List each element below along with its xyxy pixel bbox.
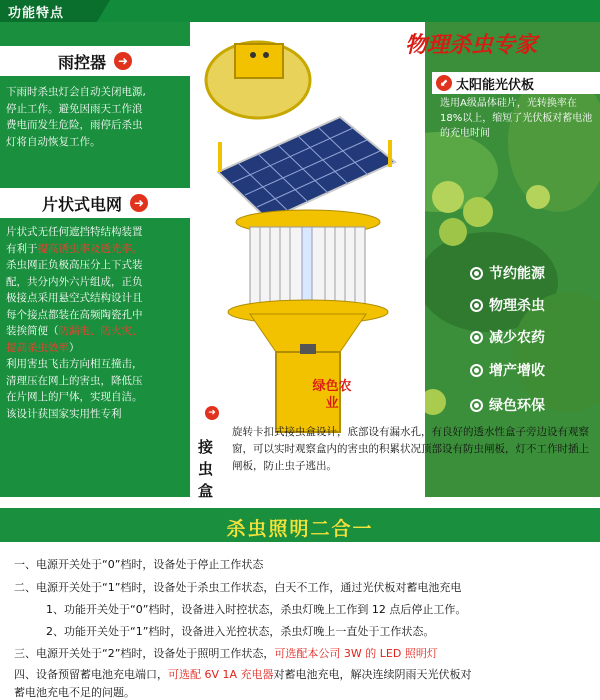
circle-bullet-icon (470, 399, 483, 412)
grid-highlight: 提高杀虫效率 (6, 341, 69, 354)
instruction-line (14, 645, 600, 661)
feature-item (470, 296, 600, 314)
grid-line: 配，共分内外六片组成，正负 (6, 275, 143, 288)
grid-text-part: 装挨简便（ (6, 325, 59, 337)
feature-label: 减少农药 (489, 330, 545, 346)
grid-line (6, 340, 184, 357)
instruction-line: 1、功能开关处于“0”档时，设备进入时控状态，杀虫灯晚上工作到 12 点后停止工作。 (46, 603, 467, 616)
grid-line: 该设计获国家实用性专利 (6, 407, 122, 420)
grid-highlight: 提高诱虫率及透光率。 (37, 242, 143, 255)
pv-label: 太阳能光伏板 (456, 77, 535, 93)
header-title: 功能特点 (8, 6, 65, 21)
feature-item (470, 264, 600, 282)
circle-bullet-icon (470, 364, 483, 377)
rain-controller-title: 雨控器 (57, 52, 106, 72)
collector-box-title: 接虫盒 (198, 438, 214, 500)
instruction-line: 2、功能开关处于“1”档时，设备进入光控状态，杀虫灯晚上一直处于工作状态。 (46, 625, 435, 638)
collector-box-label: 绿色农业 (312, 379, 352, 411)
grid-heading (0, 188, 190, 218)
feature-label: 节约能源 (489, 266, 545, 282)
grid-line: 极接点采用悬空式结构设计且 (6, 292, 143, 304)
banner-title: 杀虫照明二合一 (226, 518, 374, 540)
grid-title: 片状式电网 (41, 194, 122, 214)
rain-line: 停止工作。避免因雨天工作浪 (6, 102, 143, 115)
feature-label: 增产增收 (489, 363, 545, 379)
instruction-text: 对蓄电池充电，解决连续阴雨天光伏板对 (273, 668, 472, 681)
circle-bullet-icon (470, 267, 483, 280)
rain-controller-heading (0, 46, 190, 76)
grid-line: 利用害虫飞击方向相互撞击， (6, 358, 143, 370)
feature-label: 物理杀虫 (489, 298, 545, 314)
grid-line: 片状式无任何遮挡特结构装置 (6, 226, 143, 238)
instruction-text: 四、设备预留蓄电池充电端口， (14, 668, 168, 681)
grid-text-part: 有利于 (6, 242, 38, 255)
instruction-line: 二、电源开关处于“1”档时，设备处于杀虫工作状态，白天不工作，通过光伏板对蓄电池充电 (14, 581, 462, 594)
instruction-highlight: 可选配本公司 3W 的 LED 照明灯 (274, 647, 438, 660)
expert-title: 物理杀虫专家 (405, 33, 538, 58)
circle-bullet-icon (470, 331, 483, 344)
grid-line (6, 241, 184, 258)
grid-line (6, 323, 184, 340)
arrow-right-icon: ➜ (130, 194, 148, 212)
grid-text-part: ） (69, 341, 80, 354)
rain-line: 灯将自动恢复工作。 (6, 135, 101, 148)
rain-line: 下雨时杀虫灯会自动关闭电源, (6, 86, 146, 98)
grid-line: 杀虫网正负极高压分上下式装 (6, 259, 143, 271)
arrow-right-icon: ➜ (114, 52, 132, 70)
grid-text (0, 224, 190, 422)
collector-box-description: 旋转卡扣式接虫盒设计，底部设有漏水孔，有良好的透水性盒子旁边设有观察窗，可以实时观察盒内的害虫的积累状况顶部设有防虫闸板，灯不工作时插上闸板，防止虫子逃出。 (232, 426, 589, 472)
grid-line: 每个接点都装在高频陶瓷孔中 (6, 308, 143, 321)
feature-item (470, 328, 600, 346)
left-column (0, 22, 190, 497)
pv-label-box (432, 72, 600, 94)
circle-bullet-icon (470, 299, 483, 312)
rain-controller-text (0, 84, 190, 150)
instruction-highlight: 可选配 6V 1A 充电器 (168, 668, 274, 681)
pv-description: 选用A级晶体硅片，光转换率在18%以上，缩短了光伏板对蓄电池的充电时间 (440, 98, 593, 139)
instruction-line: 一、电源开关处于“0”档时，设备处于停止工作状态 (14, 558, 264, 571)
arrow-down-left-icon: ⬋ (436, 75, 452, 91)
grid-line: 清理压在网上的害虫，降低压 (6, 374, 143, 387)
rain-line: 费电而发生危险，雨停后杀虫 (6, 119, 143, 131)
feature-label: 绿色环保 (489, 398, 545, 414)
arrow-up-left-icon: ➜ (205, 406, 219, 420)
feature-item (470, 396, 600, 414)
feature-item (470, 361, 600, 379)
instruction-line (14, 666, 600, 682)
grid-line: 在片网上的尸体，实现自洁。 (6, 391, 143, 403)
instruction-line: 蓄电池充电不足的问题。 (14, 686, 135, 699)
instruction-text: 三、电源开关处于“2”档时，设备处于照明工作状态， (14, 647, 275, 660)
grid-highlight: 防漏电、防火灾、 (58, 325, 143, 337)
